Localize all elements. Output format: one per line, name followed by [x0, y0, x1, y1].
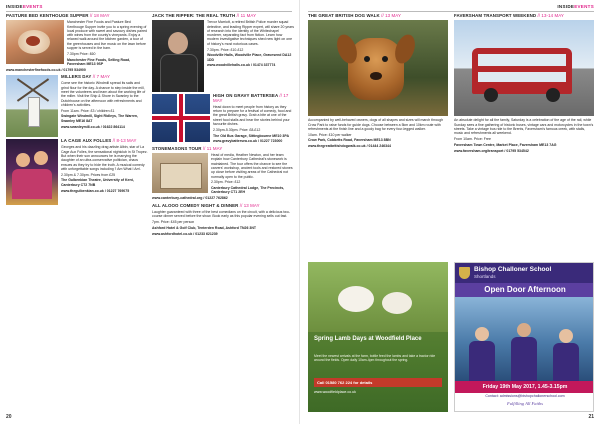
article-dog-walk: THE GREAT BRITISH DOG WALK // 13 MAY Accompanied by well-behaved owners, dogs of all shapes and sizes will march through Crow Park to raise funds for guide dogs. Choose between a 5km and 10km route with refreshments at the finish line and a goody bag for every four-legged walker. 10am. Price: £10 per walker Crow Park, Cobbetts Road, Faversham ME13 8BN www.thegreatbritishdogwalk.co.uk / 01444 246344	[308, 14, 448, 150]
school-name: Bishop Challoner School	[474, 266, 552, 273]
header-rule	[308, 11, 594, 12]
article-transport-weekend: FAVERSHAM TRANSPORT WEEKEND // 13-14 MAY An absolute delight for all the family, Saturday is a celebration of the age of the rail, while Sunday sees a fine gathering of historic buses, vintage cars and motorcycles in the town's streets. Take a vintage bus ride to the Brents, Faversham's famous creek, with stalls, music and refreshments all weekend. From 10am. Price: Free Faversham Town Centre, Market Place, Faversham ME13 7AG www.faversham.org/transport / 01795 534542	[454, 13, 594, 153]
article-venue: Canterbury Cathedral Lodge, The Precincts, Canterbury CT1 2EH	[211, 186, 285, 195]
ad-headline: Spring Lamb Days at Woodfield Place	[314, 336, 422, 342]
page-header: INSIDEEVENTS	[557, 4, 594, 9]
dish-photo	[6, 20, 64, 64]
article-body: Accompanied by well-behaved owners, dogs of all shapes and sizes will march through Crow Park to raise funds for guide dogs. Choose between a 5km and 10km route with refreshments at the finish line and a goody bag for every four-legged walker.	[308, 118, 444, 131]
article-venue: Crow Park, Cobbetts Road, Faversham ME13 8BN	[308, 138, 391, 143]
article-time: From 10am. Price: Free	[454, 136, 491, 141]
article-body: Manchester Fine Foods and Pasture Bed Kenthouge Supper invite you to a spring evening of local produce with sweet and savoury dishes paired with wines from the county's vineyards. Enjoy a relaxed walk around the kitchen garden, a tour of the greenhouses and live music on the lawn before supper is served in the barn.	[67, 20, 147, 51]
ad-date: Friday 19th May 2017, 1.45-3.15pm	[455, 381, 594, 393]
school-location: Shortlands	[474, 274, 496, 279]
article-venue: Woodville Halls, Woodville Place, Gravesend DA12 1DD	[207, 53, 292, 62]
article-body: Head of media, Heather Newton, and her team explain how Canterbury Cathedral's stonework is maintained. The tour offers the chance to see the carvers' workshop, ancient tools and restored stones up close before visiting areas of the Cathedral not normally open to the public.	[211, 153, 293, 179]
article-contact[interactable]: www.ashfordhotel.co.uk / 01233 621239	[152, 231, 218, 236]
article-body: An absolute delight for all the family, Saturday is a celebration of the age of the rail, while Sunday sees a fine gathering of historic buses, vintage cars and motorcycles in the town's streets. Take a vintage bus ride to the Brents, Faversham's famous creek, with stalls, music and refreshments all weekend.	[454, 118, 594, 136]
article-venue: Swingate Windmill, Sight Ridleys, The Warren, Swanley ME16 8AT	[61, 114, 139, 123]
show-photo	[6, 139, 58, 205]
article-time: 10am. Price: £10 per walker	[308, 132, 352, 137]
header-rule	[6, 11, 292, 12]
ad-contact[interactable]: Contact: admissions@bishopchallonerschool.com	[485, 394, 565, 398]
school-photo	[455, 297, 594, 381]
article-contact[interactable]: www.woodvillehalls.co.uk / 01474 337774	[207, 63, 276, 68]
woodfield-ad	[308, 262, 448, 412]
article-contact[interactable]: www.faversham.org/transport / 01795 534542	[454, 148, 529, 153]
article-venue: Manchester Fine Foods, Selling Road, Faversham ME13 9SP	[67, 57, 131, 66]
article-time: 7.30pm Price: £60	[67, 51, 96, 56]
article-venue: The Gulbenkian Theatre, University of Kent, Canterbury CT2 7NB	[61, 178, 134, 187]
article-time: 2.30pm. Price: £12	[211, 180, 241, 185]
stonemason-photo	[152, 153, 208, 193]
article-time: 7.30pm. Price: £10-£12	[207, 47, 244, 52]
article-time: 2.30pm-5.30pm. Price: £8-£12	[213, 127, 261, 132]
article-contact[interactable]: www.canterbury-cathedral.org / 01227 762862	[152, 196, 228, 201]
article-contact[interactable]: www.manchesterfinefoods.co.uk / 01795 534900	[6, 67, 86, 72]
column-2	[152, 14, 294, 237]
page-number: 21	[588, 414, 594, 420]
article-jack-the-ripper: JACK THE RIPPER: THE REAL TRUTH // 11 MAY Trevor Marriott, a retired British Police murder squad detective, and leading Ripper expert, will share 20 years of research into the identity of the Whitechapel murderer, separating fact from fiction. Learn how modern investigative techniques shed new light on one of history's most notorious cases. 7.30pm. Price: £10-£12 Woodville Halls, Woodville Place, Gravesend DA12 1DD www.woodvillehalls.co.uk / 01474 337774	[152, 14, 294, 68]
ad-phone[interactable]: Call 01580 762 224 for details	[314, 378, 442, 387]
article-stonemasons: STONEMASONS TOUR // 11 MAY Head of media, Heather Newton, and her team explain how Canterbury Cathedral's stonework is maintained. The tour offers the chance to see the carvers' workshop, ancient tools and restored stones up close before visiting areas of the Cathedral not normally open to the public. 2.30pm. Price: £12 Canterbury Cathedral Lodge, The Precincts, Canterbury CT1 2EH www.canterbury-cathedral.org / 01227 762862	[152, 145, 293, 201]
article-time: From 11am. Price: £3 / children £1	[61, 108, 115, 113]
article-pasture-bed: PASTURE BED KENTHOUGE SUPPER // 18 MAY Manchester Fine Foods and Pasture Bed Kenthouge Supper invite you to a spring evening of local produce with sweet and savoury dishes paired with wines from the county's vineyards. Enjoy a relaxed walk around the kitchen garden, a tour of the greenhouses and live music on the lawn before supper is served in the barn. 7.30pm Price: £60 Manchester Fine Foods, Selling Road, Faversham ME13 9SP www.manchesterfinefoods.co.uk / 01795 534900	[6, 13, 147, 72]
flag-photo	[152, 94, 210, 142]
article-millers-day: MILLERS DAY // 7 MAY Come see the historic Windmill spread its sails and grind flour for the day. A chance to step inside the mill, meet the volunteers and learn about the working life of the miller. Visit the Ship & Shore in Swanley to the Dutchhouse on the afternoon with refreshments and children's activities. From 11am. Price: £3 / children £1 Swingate Windmill, Sight Ridleys, The Warren, Swanley ME16 8AT www.swanleymill.co.uk / 01622 864114	[6, 75, 148, 129]
column-1	[6, 14, 148, 207]
ad-site[interactable]: www.woodfieldplace.co.uk	[314, 390, 356, 394]
ad-body: Meet the newest arrivals at the farm, bottle feed the lambs and take a tractor ride around the fields. Open daily 10am-4pm throughout the spring.	[314, 354, 436, 363]
article-la-cage: LA CAGE AUX FOLLES // 8-13 MAY Georges and his dazzling drag artiste Albin, star of La Cage Aux Folles, the sensational nightclub in St Tropez. But when their son announces he is marrying the daughter of an ultra-conservative politician, chaos ensues as they try to hide the truth. A musical comedy with unforgettable songs including 'I Am What I Am'. 2.30pm & 7.30pm. Prices from £25 The Gulbenkian Theatre, University of Kent, Canterbury CT2 7NB www.thegulbenkian.co.uk / 01227 769075	[6, 139, 148, 193]
article-body: Laughter guaranteed with three of the best comedians on the circuit, with a delicious two-course dinner served before the show. Book early as this popular evening sells out fast.	[152, 209, 290, 219]
right-page	[300, 0, 600, 424]
article-body: Georges and his dazzling drag artiste Albin, star of La Cage Aux Folles, the sensational nightclub in St Tropez. But when their son announces he is marrying the daughter of an ultra-conservative politician, chaos ensues as they try to hide the truth. A musical comedy with unforgettable songs including 'I Am What I Am'.	[61, 145, 148, 171]
school-crest-icon	[459, 267, 470, 279]
article-contact[interactable]: www.thegreatbritishdogwalk.co.uk / 01444 246344	[308, 144, 391, 149]
article-time: 7pm. Price: £45 per person	[152, 219, 195, 224]
article-body: Head down to meet people from history as they return to prepare for a festival of comedy, food and the great British gravy. Grab a bite at one of the street food stalls and hear the stories behind your favourite dishes.	[213, 104, 292, 127]
article-body: Trevor Marriott, a retired British Police murder squad detective, and leading Ripper expert, will share 20 years of research into the identity of the Whitechapel murderer, separating fact from fiction. Learn how modern investigative techniques shed new light on one of history's most notorious cases.	[207, 20, 294, 46]
article-time: 2.30pm & 7.30pm. Prices from £25	[61, 172, 116, 177]
article-body: Come see the historic Windmill spread its sails and grind flour for the day. A chance to step inside the mill, meet the volunteers and learn about the working life of the miller. Visit the Ship & Shore in Swanley to the Dutchhouse on the afternoon with refreshments and children's activities.	[61, 81, 146, 107]
ripper-photo	[152, 20, 204, 92]
ad-tagline: Fulfilling All Faiths	[507, 401, 543, 406]
article-contact[interactable]: www.thegulbenkian.co.uk / 01227 769075	[61, 188, 130, 193]
article-contact[interactable]: www.gravybattersea.co.uk / 01227 723000	[213, 139, 283, 144]
article-venue: Ashford Hotel & Golf Club, Tenterden Road, Ashford TN26 3NT	[152, 225, 257, 230]
school-banner	[455, 263, 594, 283]
article-gravy-battersea: HIGH ON GRAVY BATTERSEA // 17 MAY Head down to meet people from history as they return to prepare for a festival of comedy, food and the great British gravy. Grab a bite at one of the street food stalls and hear the stories behind your favourite dishes. 2.30pm-5.30pm. Price: £8-£12 The Old Bus Garage, Sittingbourne ME10 3PA www.gravybattersea.co.uk / 01227 723000	[152, 94, 294, 143]
page-number: 20	[6, 414, 12, 420]
article-comedy-night: ALL ALOOO COMEDY NIGHT & DINNER // 13 MAY Laughter guaranteed with three of the best comedians on the circuit, with a delicious two-course dinner served before the show. Book early as this popular evening sells out fast. 7pm. Price: £45 per person Ashford Hotel & Golf Club, Tenterden Road, Ashford TN26 3NT www.ashfordhotel.co.uk / 01233 621239	[152, 204, 294, 236]
dog-photo	[308, 20, 448, 116]
page-header: INSIDEEVENTS	[6, 4, 43, 9]
windmill-photo	[6, 75, 58, 137]
ad-headline: Open Door Afternoon	[455, 283, 594, 297]
article-contact[interactable]: www.swanleymill.co.uk / 01622 864114	[61, 124, 125, 129]
school-ad	[454, 262, 594, 412]
article-venue: The Old Bus Garage, Sittingbourne ME10 3PA	[213, 133, 289, 138]
bus-photo	[454, 20, 594, 116]
article-venue: Faversham Town Centre, Market Place, Faversham ME13 7AG	[454, 142, 557, 147]
